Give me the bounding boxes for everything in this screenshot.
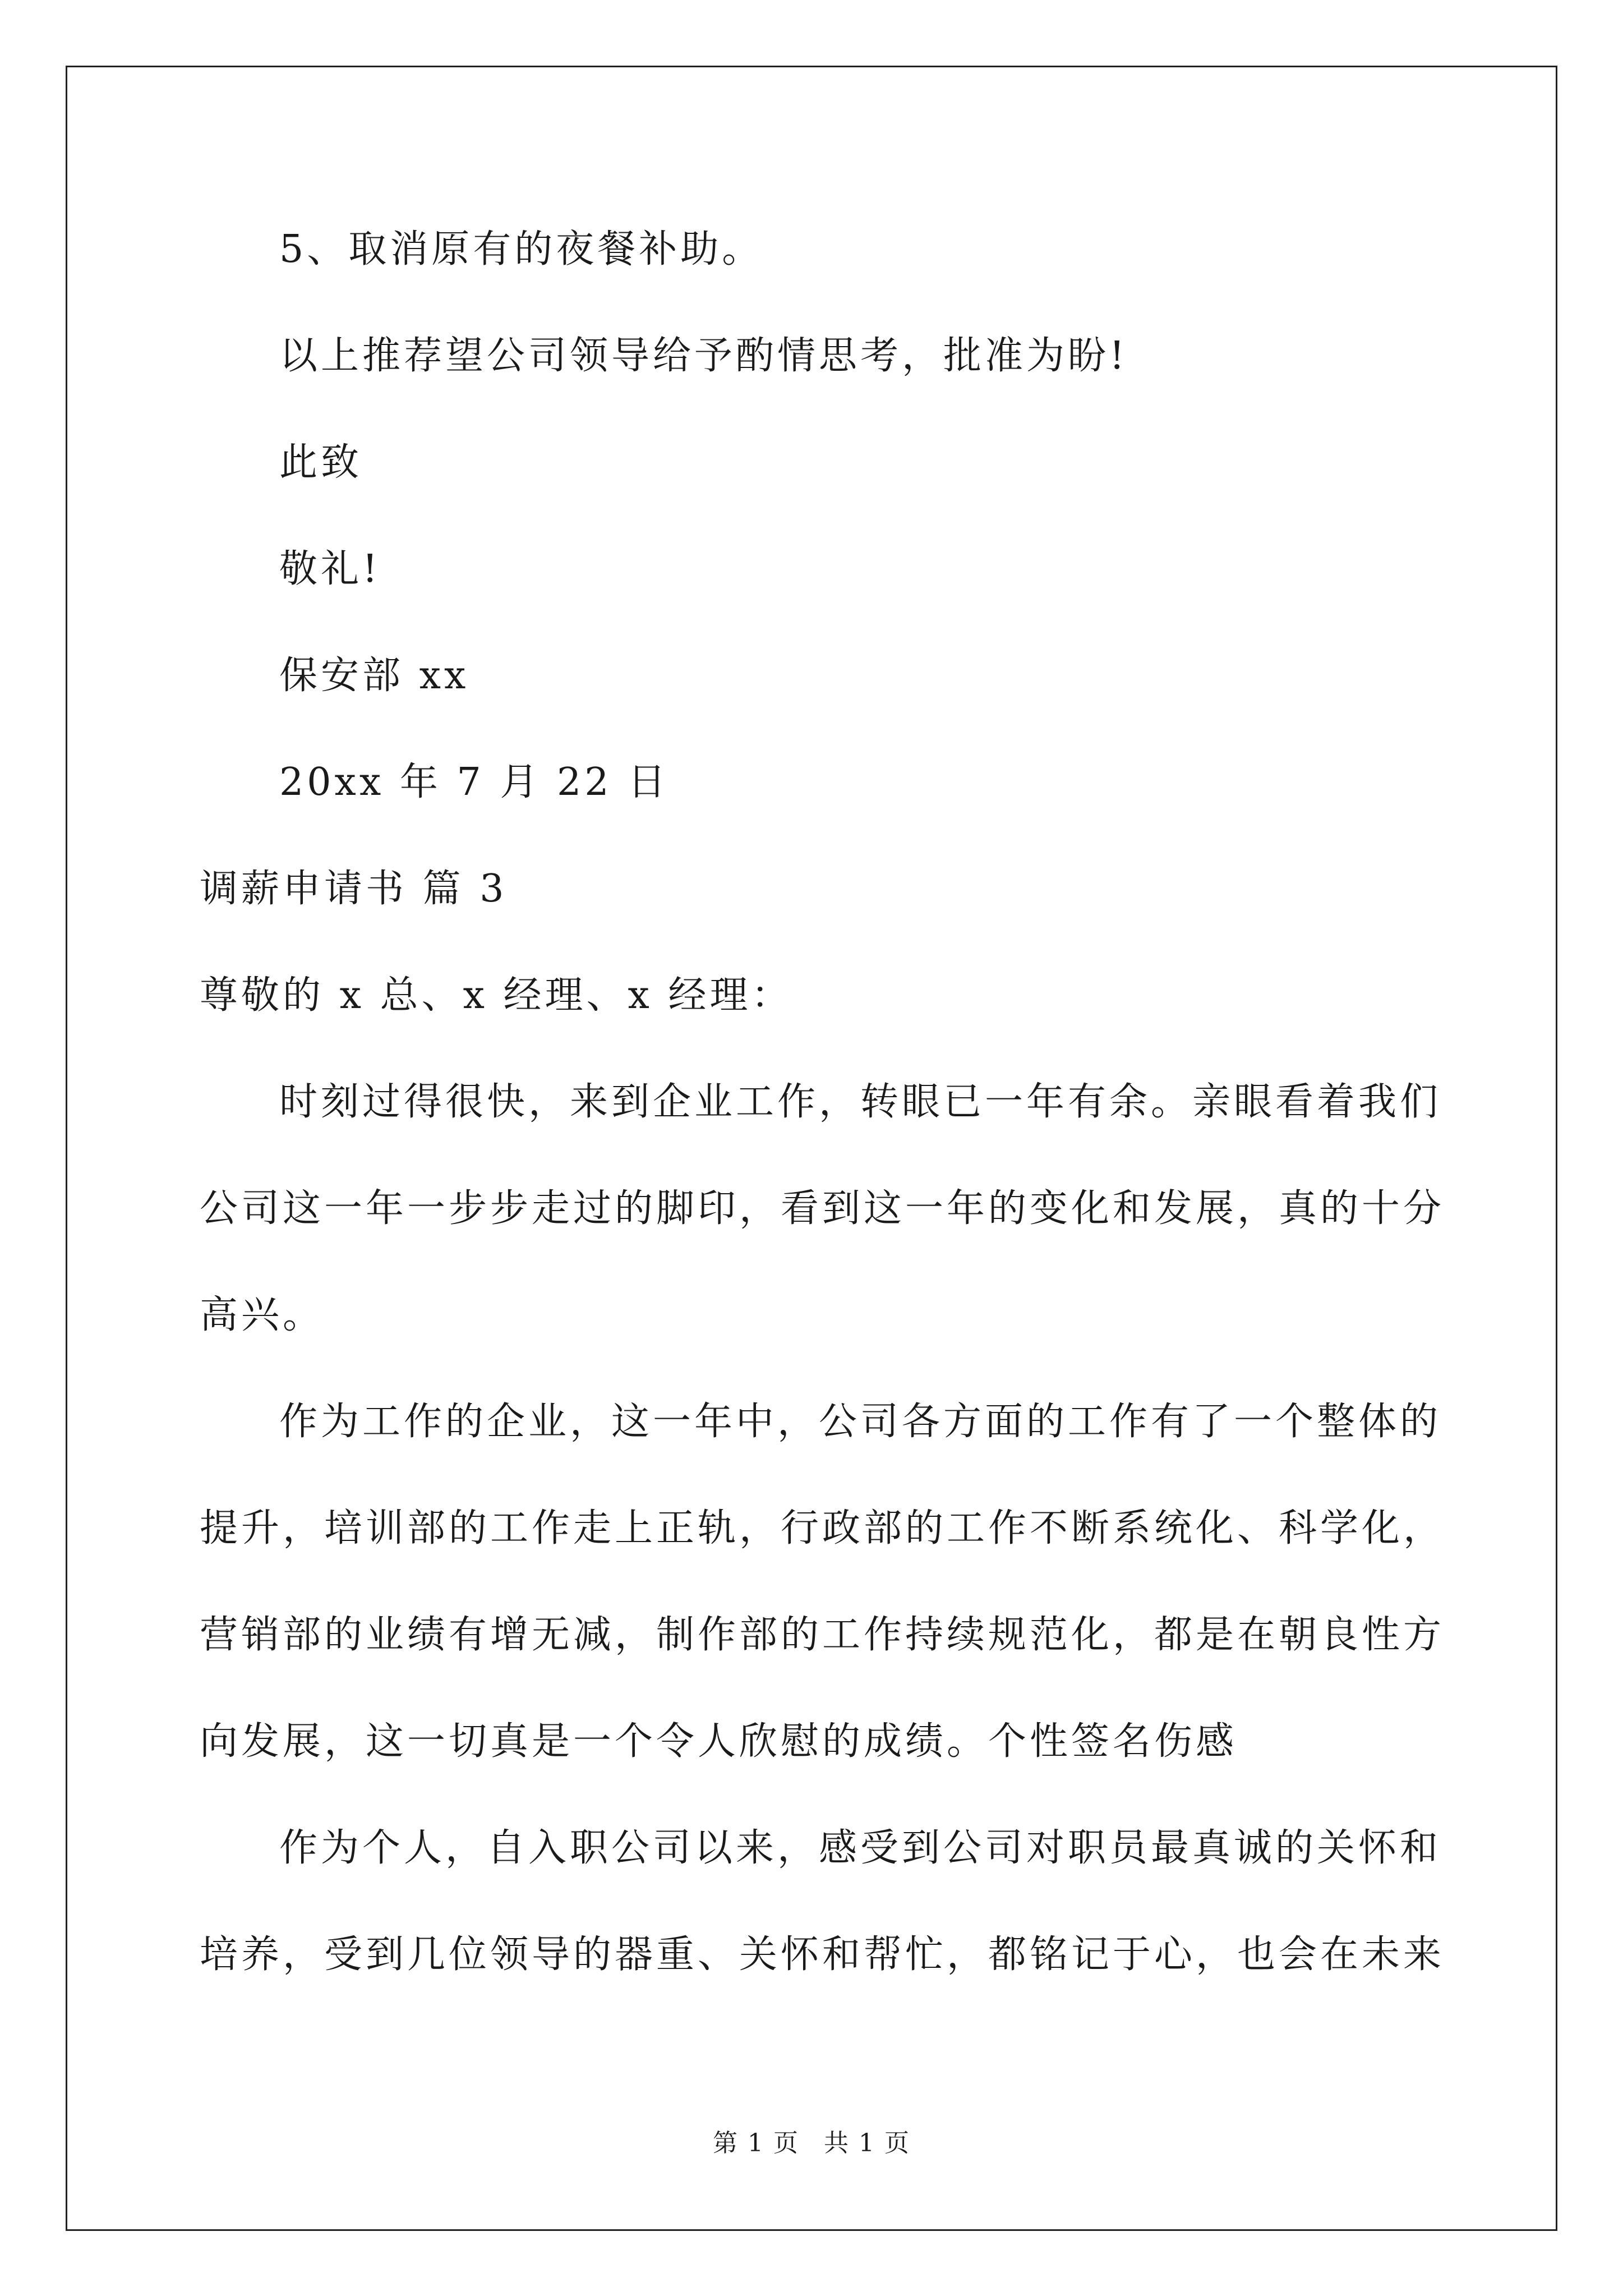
paragraph-line: 培养，受到几位领导的器重、关怀和帮忙，都铭记于心，也会在未来	[200, 1932, 1445, 1977]
page-border	[66, 66, 1557, 2231]
closing-salutation: 此致	[279, 440, 363, 485]
signature-date: 20xx 年 7 月 22 日	[279, 760, 670, 804]
section-heading: 调薪申请书 篇 3	[200, 867, 508, 911]
paragraph-line: 作为工作的企业，这一年中，公司各方面的工作有了一个整体的	[279, 1400, 1442, 1444]
paragraph-line: 公司这一年一步步走过的脚印，看到这一年的变化和发展，真的十分	[200, 1186, 1445, 1231]
letter-greeting: 尊敬的 x 总、x 经理、x 经理：	[200, 973, 793, 1018]
page-footer	[0, 2127, 1623, 2160]
paragraph-line: 向发展，这一切真是一个令人欣慰的成绩。个性签名伤感	[200, 1719, 1238, 1764]
paragraph-line: 高兴。	[200, 1293, 325, 1337]
paragraph-item-5: 5、取消原有的夜餐补助。	[279, 227, 764, 272]
signature-department: 保安部 xx	[279, 654, 469, 698]
paragraph-line: 提升，培训部的工作走上正轨，行政部的工作不断系统化、科学化，	[200, 1506, 1445, 1550]
paragraph-line: 时刻过得很快，来到企业工作，转眼已一年有余。亲眼看着我们	[279, 1080, 1442, 1124]
page-total: 共 1 页	[824, 2129, 910, 2157]
closing-regards: 敬礼!	[279, 547, 381, 591]
paragraph-line: 营销部的业绩有增无减，制作部的工作持续规范化，都是在朝良性方	[200, 1613, 1445, 1657]
page-number: 第 1 页	[713, 2129, 799, 2157]
paragraph-request: 以上推荐望公司领导给予酌情思考，批准为盼!	[279, 334, 1128, 378]
paragraph-line: 作为个人，自入职公司以来，感受到公司对职员最真诚的关怀和	[279, 1826, 1442, 1870]
